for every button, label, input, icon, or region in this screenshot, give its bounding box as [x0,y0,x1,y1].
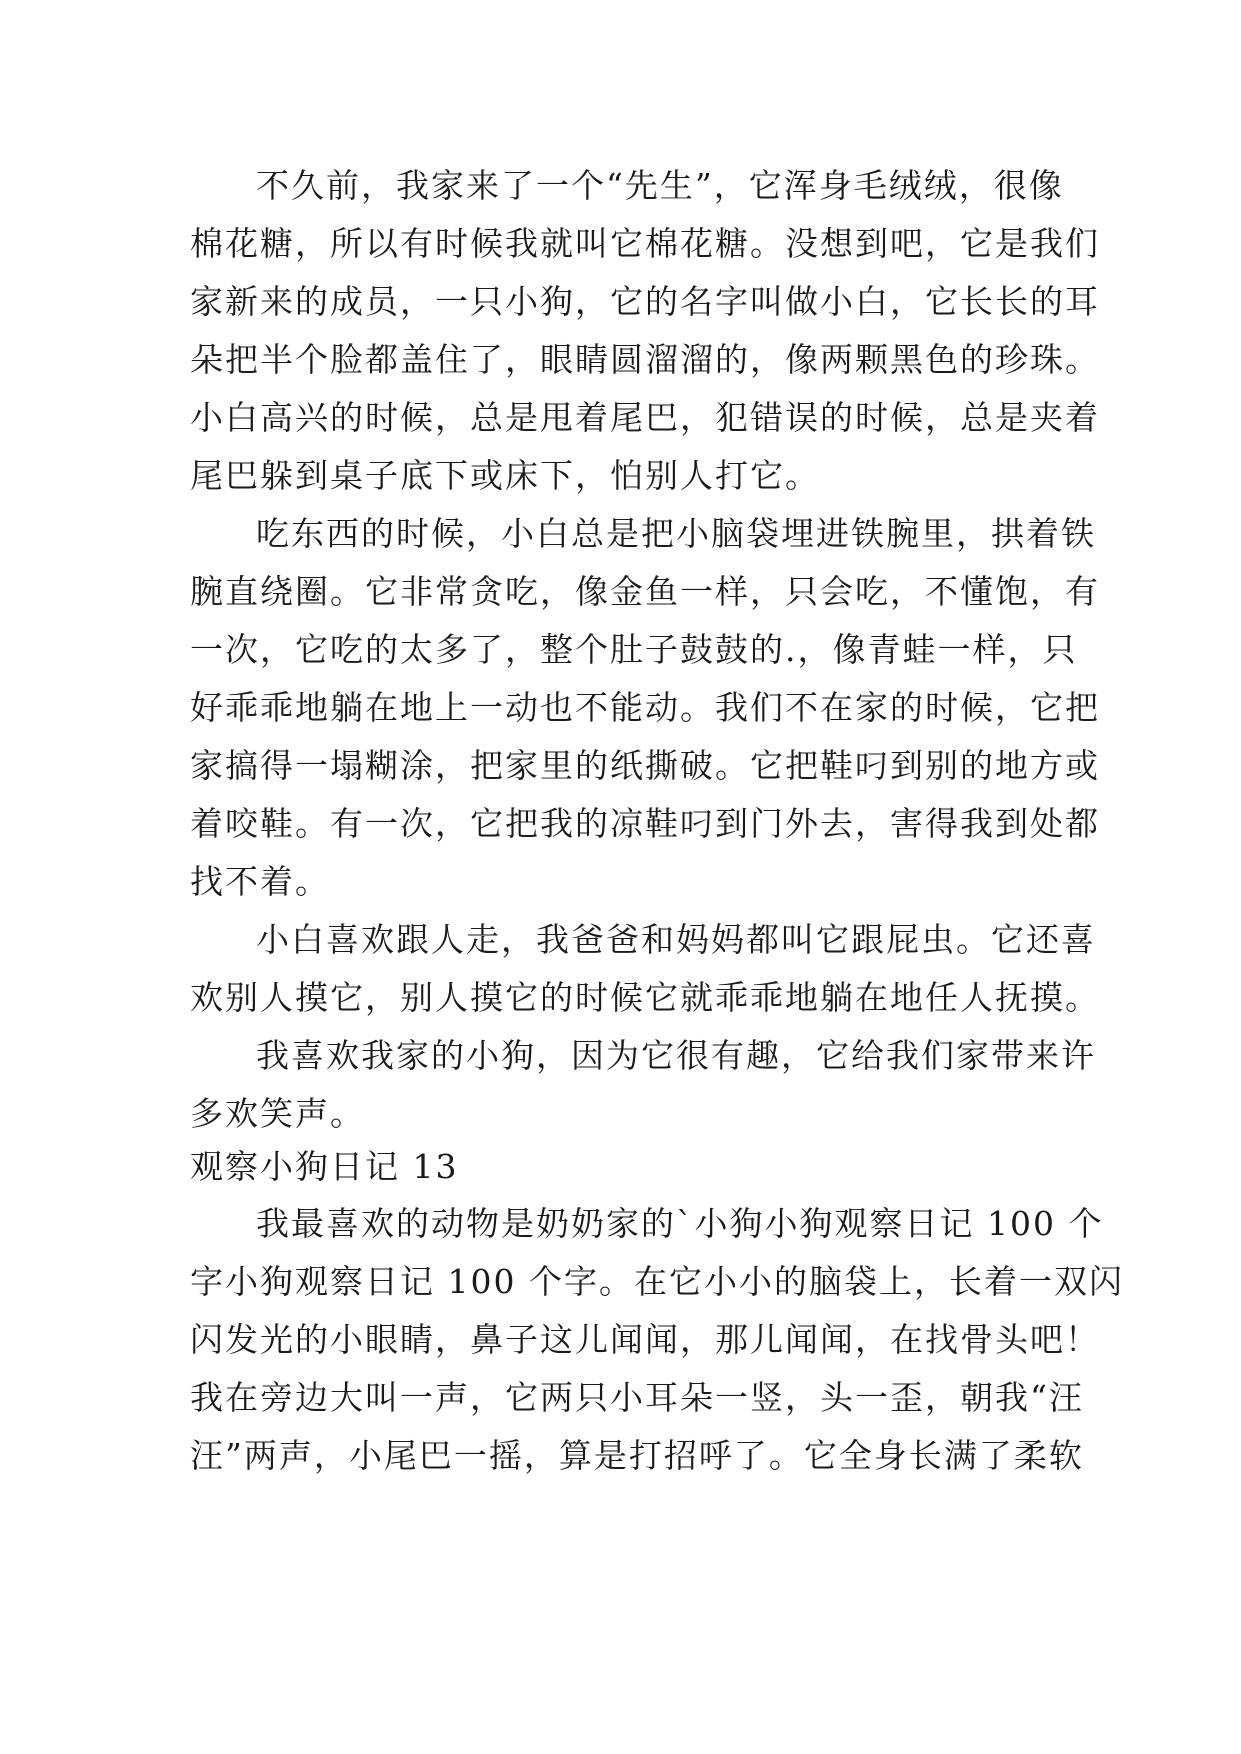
text-line: 不久前，我家来了一个“先生”，它浑身毛绒绒，很像 [256,166,1064,205]
section-heading-block [190,1138,1070,1196]
text-line: 家搞得一塌糊涂，把家里的纸撕破。它把鞋叼到别的地方或 [190,746,1100,785]
text-line: 我在旁边大叫一声，它两只小耳朵一竖，头一歪，朝我“汪 [190,1378,1084,1417]
text-line: 我最喜欢的动物是奶奶家的`小狗小狗观察日记 100 个 [256,1204,1104,1243]
text-line: 棉花糖，所以有时候我就叫它棉花糖。没想到吧，它是我们 [190,224,1100,263]
text-line: 小白喜欢跟人走，我爸爸和妈妈都叫它跟屁虫。它还喜 [256,920,1096,959]
text-line: 小白高兴的时候，总是甩着尾巴，犯错误的时候，总是夹着 [190,398,1100,437]
diary-text-block-1 [190,157,1100,1143]
text-line: 字小狗观察日记 100 个字。在它小小的脑袋上，长着一双闪 [190,1262,1124,1301]
text-line: 多欢笑声。 [190,1094,365,1133]
text-line: 欢别人摸它，别人摸它的时候它就乖乖地躺在地任人抚摸。 [190,978,1100,1017]
text-line: 腕直绕圈。它非常贪吃，像金鱼一样，只会吃，不懂饱，有 [190,572,1100,611]
text-line: 一次，它吃的太多了，整个肚子鼓鼓的.，像青蛙一样，只 [190,630,1078,669]
text-line: 尾巴躲到桌子底下或床下，怕别人打它。 [190,456,820,495]
text-line: 家新来的成员，一只小狗，它的名字叫做小白，它长长的耳 [190,282,1100,321]
text-line: 着咬鞋。有一次，它把我的凉鞋叼到门外去，害得我到处都 [190,804,1100,843]
text-line: 好乖乖地躺在地上一动也不能动。我们不在家的时候，它把 [190,688,1100,727]
text-line: 闪发光的小眼睛，鼻子这儿闻闻，那儿闻闻，在找骨头吧！ [190,1320,1100,1359]
text-line: 汪”两声，小尾巴一摇，算是打招呼了。它全身长满了柔软 [190,1436,1084,1475]
text-line: 吃东西的时候，小白总是把小脑袋埋进铁腕里，拱着铁 [256,514,1096,553]
section-heading: 观察小狗日记 13 [190,1147,459,1186]
diary-text-block-2 [190,1195,1124,1485]
text-line: 我喜欢我家的小狗，因为它很有趣，它给我们家带来许 [256,1036,1096,1075]
text-line: 找不着。 [190,862,330,901]
text-line: 朵把半个脸都盖住了，眼睛圆溜溜的，像两颗黑色的珍珠。 [190,340,1100,379]
